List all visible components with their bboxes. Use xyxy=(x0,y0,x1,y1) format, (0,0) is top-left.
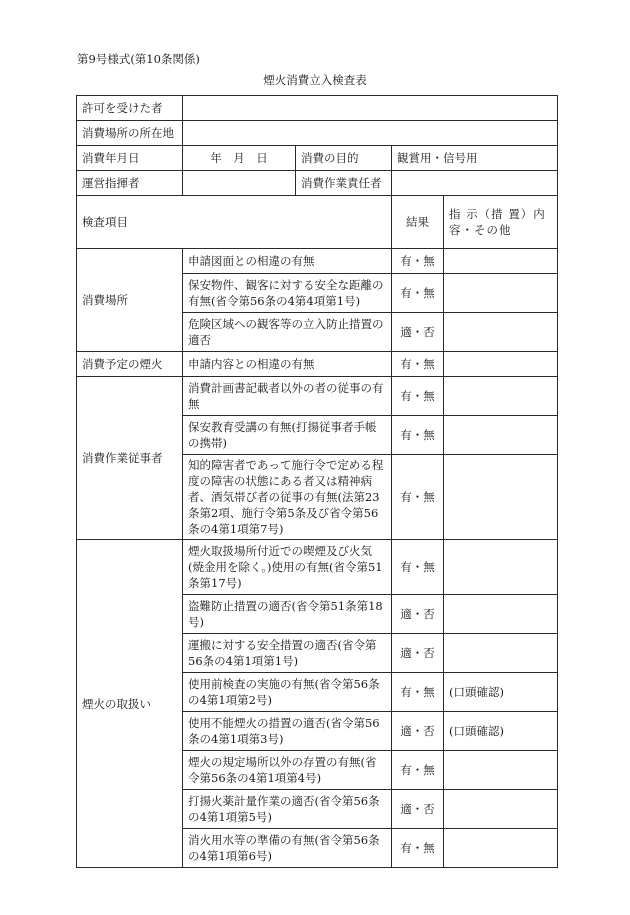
note-cell[interactable] xyxy=(444,634,558,673)
note-cell[interactable] xyxy=(444,377,558,416)
manager-value[interactable] xyxy=(392,171,558,196)
permit-holder-label: 許可を受けた者 xyxy=(77,96,183,121)
item-cell: 申請図面との相違の有無 xyxy=(183,249,392,274)
result-cell[interactable]: 有・無 xyxy=(392,540,444,595)
item-cell: 保安教育受講の有無(打揚従事者手帳の携帯) xyxy=(183,416,392,455)
item-cell: 運搬に対する安全措置の適否(省令第56条の4第1項第1号) xyxy=(183,634,392,673)
director-row xyxy=(77,171,558,196)
note-cell[interactable] xyxy=(444,751,558,790)
result-cell[interactable]: 適・否 xyxy=(392,313,444,352)
result-cell[interactable]: 有・無 xyxy=(392,274,444,313)
purpose-value: 観賞用・信号用 xyxy=(392,146,558,171)
note-cell[interactable] xyxy=(444,540,558,595)
form-number: 第9号様式(第10条関係) xyxy=(77,52,200,66)
document-title: 煙火消費立入検査表 xyxy=(263,73,367,87)
result-cell[interactable]: 適・否 xyxy=(392,595,444,634)
result-cell[interactable]: 有・無 xyxy=(392,352,444,377)
purpose-label: 消費の目的 xyxy=(296,146,392,171)
result-cell[interactable]: 適・否 xyxy=(392,634,444,673)
item-cell: 保安物件、観客に対する安全な距離の有無(省令第56条の4第4項第1号) xyxy=(183,274,392,313)
result-cell[interactable]: 適・否 xyxy=(392,712,444,751)
director-label: 運営指揮者 xyxy=(77,171,183,196)
location-row xyxy=(77,121,558,146)
date-purpose-row xyxy=(77,146,558,171)
result-cell[interactable]: 有・無 xyxy=(392,829,444,868)
item-cell: 盗難防止措置の適否(省令第51条第18号) xyxy=(183,595,392,634)
note-cell[interactable] xyxy=(444,352,558,377)
inspection-table xyxy=(76,95,558,868)
result-cell[interactable]: 有・無 xyxy=(392,751,444,790)
date-value[interactable]: 年 月 日 xyxy=(183,146,296,171)
director-value[interactable] xyxy=(183,171,296,196)
item-column-header: 検査項目 xyxy=(77,196,392,249)
note-cell[interactable] xyxy=(444,313,558,352)
result-cell[interactable]: 有・無 xyxy=(392,249,444,274)
item-cell: 知的障害者であって施行令で定める程度の障害の状態にある者又は精神病者、酒気帯び者の従事の有無(法第23条第2項、施行令第5条及び省令第56条の4第1項第7号) xyxy=(183,455,392,540)
table-row xyxy=(77,249,558,274)
note-cell[interactable] xyxy=(444,416,558,455)
item-cell: 打揚火薬計量作業の適否(省令第56条の4第1項第5号) xyxy=(183,790,392,829)
note-cell[interactable] xyxy=(444,274,558,313)
permit-holder-value[interactable] xyxy=(183,96,558,121)
result-cell[interactable]: 有・無 xyxy=(392,416,444,455)
result-cell[interactable]: 有・無 xyxy=(392,455,444,540)
result-column-header: 結果 xyxy=(392,196,444,249)
item-cell: 煙火取扱場所付近での喫煙及び火気(焼金用を除く。)使用の有無(省令第51条第17号) xyxy=(183,540,392,595)
note-cell[interactable] xyxy=(444,455,558,540)
category-cell: 消費予定の煙火 xyxy=(77,352,183,377)
location-value[interactable] xyxy=(183,121,558,146)
table-row xyxy=(77,540,558,595)
permit-holder-row xyxy=(77,96,558,121)
result-cell[interactable]: 有・無 xyxy=(392,673,444,712)
location-label: 消費場所の所在地 xyxy=(77,121,183,146)
note-cell[interactable] xyxy=(444,790,558,829)
category-cell: 消費場所 xyxy=(77,249,183,352)
note-cell[interactable]: (口頭確認) xyxy=(444,712,558,751)
item-cell: 消火用水等の準備の有無(省令第56条の4第1項第6号) xyxy=(183,829,392,868)
item-cell: 使用不能煙火の措置の適否(省令第56条の4第1項第3号) xyxy=(183,712,392,751)
note-cell[interactable] xyxy=(444,249,558,274)
item-cell: 使用前検査の実施の有無(省令第56条の4第1項第2号) xyxy=(183,673,392,712)
item-cell: 申請内容との相違の有無 xyxy=(183,352,392,377)
note-cell[interactable]: (口頭確認) xyxy=(444,673,558,712)
table-row xyxy=(77,377,558,416)
result-cell[interactable]: 適・否 xyxy=(392,790,444,829)
manager-label: 消費作業責任者 xyxy=(296,171,392,196)
item-cell: 危険区域への観客等の立入防止措置の適否 xyxy=(183,313,392,352)
category-cell: 煙火の取扱い xyxy=(77,540,183,868)
note-cell[interactable] xyxy=(444,829,558,868)
result-cell[interactable]: 有・無 xyxy=(392,377,444,416)
instruction-column-header: 指 示（措 置）内容・その他 xyxy=(444,196,558,249)
item-cell: 煙火の規定場所以外の存置の有無(省令第56条の4第1項第4号) xyxy=(183,751,392,790)
date-label: 消費年月日 xyxy=(77,146,183,171)
category-cell: 消費作業従事者 xyxy=(77,377,183,540)
note-cell[interactable] xyxy=(444,595,558,634)
column-header-row xyxy=(77,196,558,249)
table-row xyxy=(77,352,558,377)
item-cell: 消費計画書記載者以外の者の従事の有無 xyxy=(183,377,392,416)
